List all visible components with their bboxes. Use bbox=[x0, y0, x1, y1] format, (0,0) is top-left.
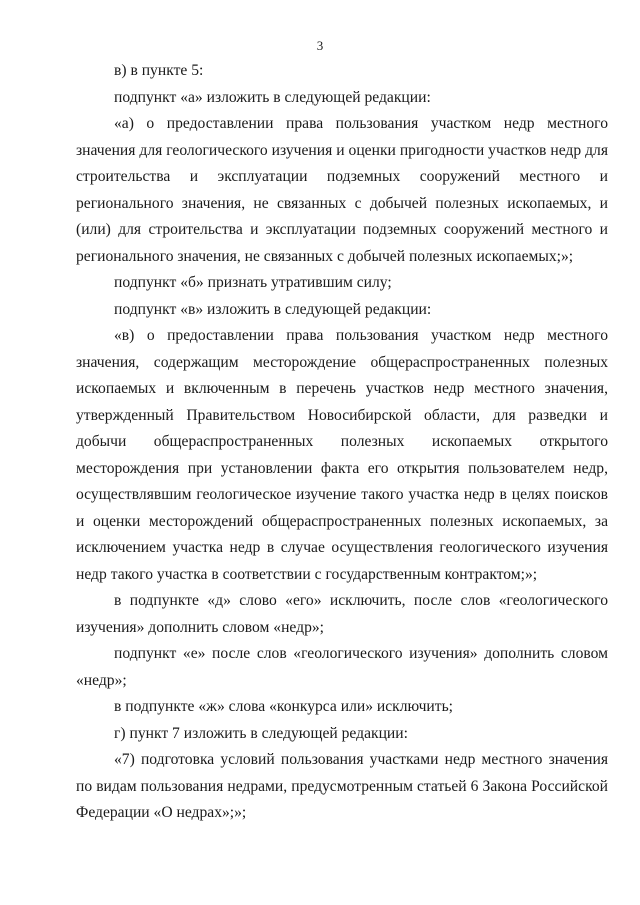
paragraph-subitem-b: подпункт «б» признать утратившим силу; bbox=[114, 274, 392, 291]
page-number: 3 bbox=[316, 38, 324, 53]
paragraph-subitem-d: в подпункте «д» слово «его» исключить, после слов «геологического изучения» дополнить словом «недр»; bbox=[76, 592, 608, 636]
paragraph-subitem-a-intro: подпункт «а» изложить в следующей редакции: bbox=[114, 88, 431, 106]
paragraph-item-v: в) в пункте 5: bbox=[114, 62, 204, 79]
paragraph-subitem-v-text: «в) о предоставлении права пользования участком недр местного значения, содержащим месторождение общераспространенных полезных ископаемых и включенным в перечень участков недр местного значения, утвержденный Правительством Новосибирской области, для разведки и добычи общераспространенных полезных ископаемых открытого месторождения при установлении факта его открытия пользователем недр, осуществлявшим геологическое изучение такого участка недр в целях поисков и оценки месторождений общераспространенных полезных ископаемых, за исключением участка недр в случае осуществления геологического изучения недр такого участка в соответствии с государственным контрактом;»; bbox=[76, 327, 608, 583]
paragraph-point-7-text: «7) подготовка условий пользования участками недр местного значения по видам пользования недрами, предусмотренным статьей 6 Закона Российской Федерации «О недрах»;»; bbox=[76, 751, 608, 821]
paragraph-item-g: г) пункт 7 изложить в следующей редакции: bbox=[114, 724, 408, 742]
paragraph-subitem-zh: в подпункте «ж» слова «конкурса или» исключить; bbox=[114, 698, 454, 715]
paragraph-subitem-e: подпункт «е» после слов «геологического изучения» дополнить словом «недр»; bbox=[76, 645, 608, 689]
document-body bbox=[76, 58, 608, 827]
paragraph-subitem-a-text: «а) о предоставлении права пользования участком недр местного значения для геологического изучения и оценки пригодности участков недр для строительства и эксплуатации подземных сооружений местного и регионального значения, не связанных с добычей полезных ископаемых, и (или) для строительства и эксплуатации подземных сооружений местного и регионального значения, не связанных с добычей полезных ископаемых;»; bbox=[76, 115, 608, 265]
paragraph-subitem-v-intro: подпункт «в» изложить в следующей редакции: bbox=[114, 300, 432, 318]
